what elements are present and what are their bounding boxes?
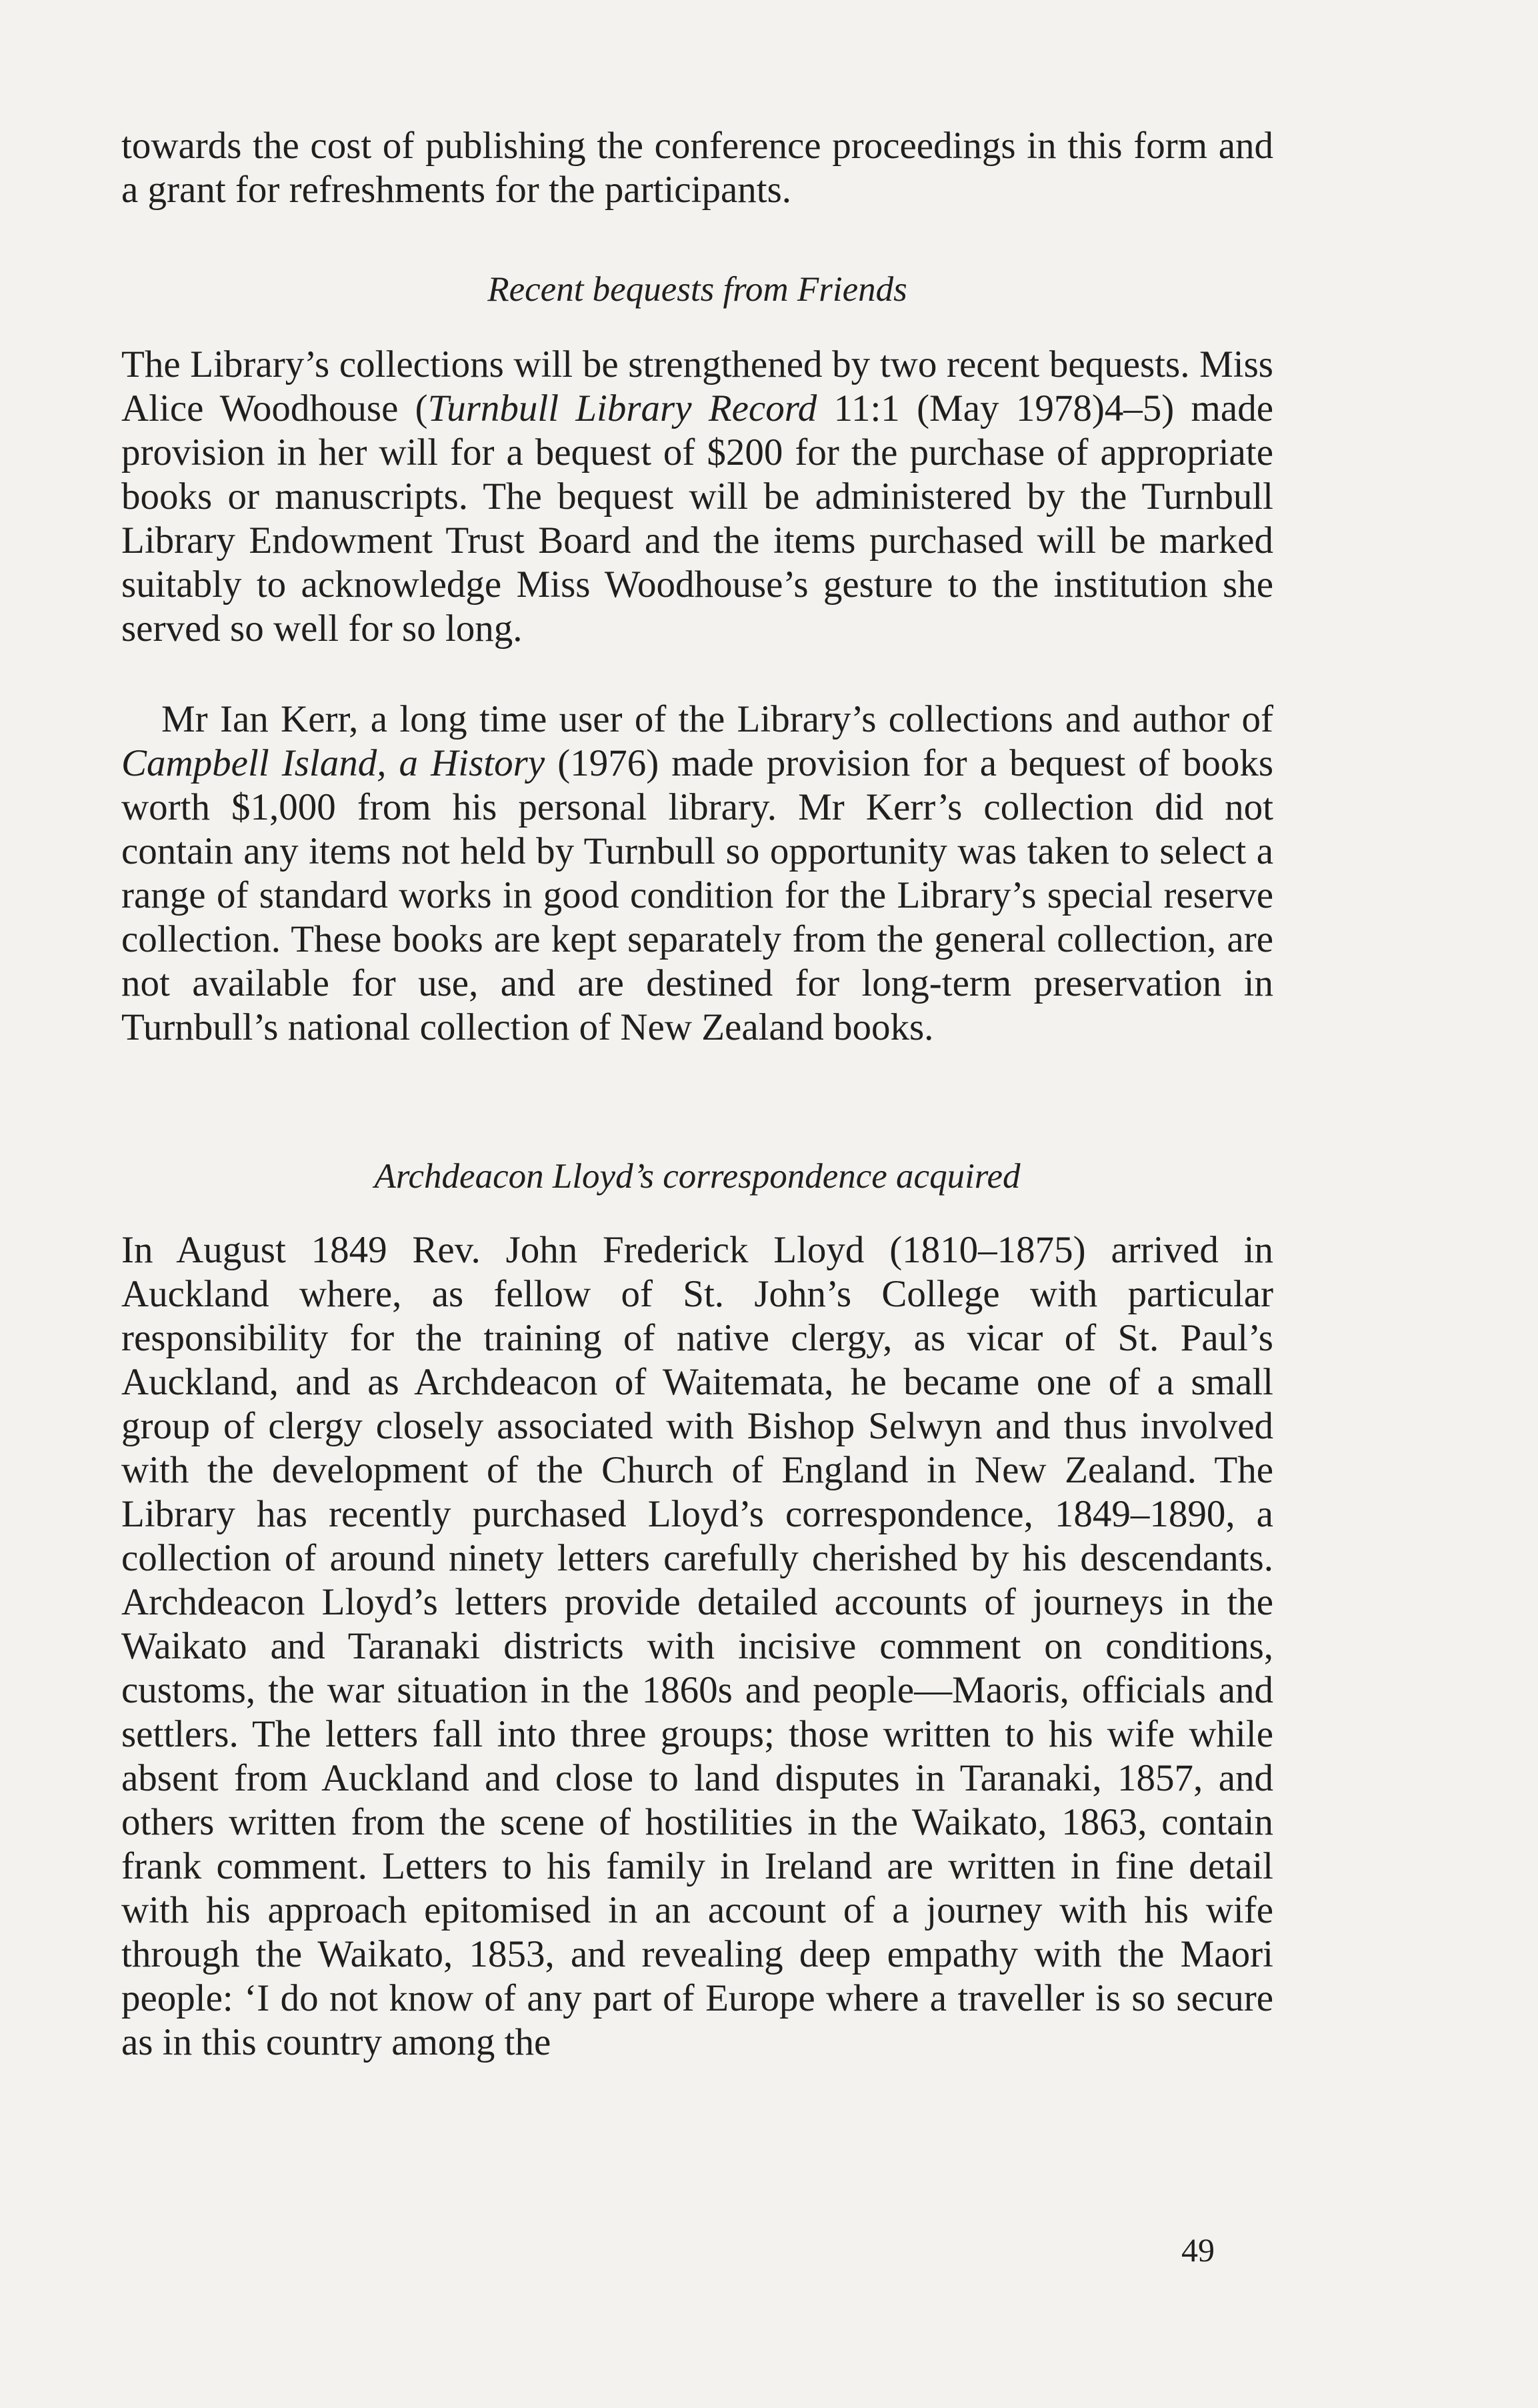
bequests-paragraph-1	[121, 343, 1273, 651]
bequests-p2-text-a: Mr Ian Kerr, a long time user of the Library’s collections and author of	[161, 698, 1273, 740]
intro-paragraph: towards the cost of publishing the conference proceedings in this form and a grant for refreshments for the participants.	[121, 125, 1273, 211]
page-number: 49	[1181, 2231, 1215, 2269]
section-heading-bequests: Recent bequests from Friends	[487, 270, 907, 309]
lloyd-paragraph-1: In August 1849 Rev. John Frederick Lloyd (1810–1875) arrived in Auckland where, as fellow of St. John’s College with particular responsibility for the training of native clergy, as vicar of St. Paul’s Auckland, and as Archdeacon of Waitemata, he became one of a small group of clergy closely associated with Bishop Selwyn and thus involved with the development of the Church of England in New Zealand. The Library has recently purchased Lloyd’s correspondence, 1849–1890, a collection of around ninety letters carefully cherished by his descendants. Archdeacon Lloyd’s letters provide detailed accounts of journeys in the Waikato and Taranaki districts with incisive comment on conditions, customs, the war situation in the 1860s and people—Maoris, officials and settlers. The letters fall into three groups; those written to his wife while absent from Auckland and close to land disputes in Taranaki, 1857, and others written from the scene of hostilities in the Waikato, 1863, contain frank comment. Letters to his family in Ireland are written in fine detail with his approach epitomised in an account of a journey with his wife through the Waikato, 1853, and revealing deep empathy with the Maori people: ‘I do not know of any part of Europe where a traveller is so secure as in this country among the	[121, 1229, 1273, 2063]
bequests-paragraph-2	[121, 698, 1273, 1050]
bequests-p1-text-a: The Library’s collections will be strengthened by two recent bequests. Miss Alice Woodhouse (	[121, 343, 1273, 429]
bequests-p2-text-b: (1976) made provision for a bequest of books worth $1,000 from his personal library. Mr Kerr’s collection did not contain any items not held by Turnbull so opportunity was taken to select a range of standard works in good condition for the Library’s special reserve collection. These books are kept separately from the general collection, are not available for use, and are destined for long-term preservation in Turnbull’s national collection of New Zealand books.	[121, 742, 1274, 1048]
bequests-p1-text-b: 11:1 (May 1978)4–5) made provision in her will for a bequest of $200 for the purchase of appropriate books or manuscripts. The bequest will be administered by the Turnbull Library Endowment Trust Board and the items purchased will be marked suitably to acknowledge Miss Woodhouse’s gesture to the institution she served so well for so long.	[121, 387, 1273, 650]
section-heading-lloyd: Archdeacon Lloyd’s correspondence acquired	[374, 1157, 1021, 1196]
bequests-p2-italic-title: Campbell Island, a History	[121, 742, 545, 784]
bequests-p1-italic-title: Turnbull Library Record	[427, 387, 817, 429]
